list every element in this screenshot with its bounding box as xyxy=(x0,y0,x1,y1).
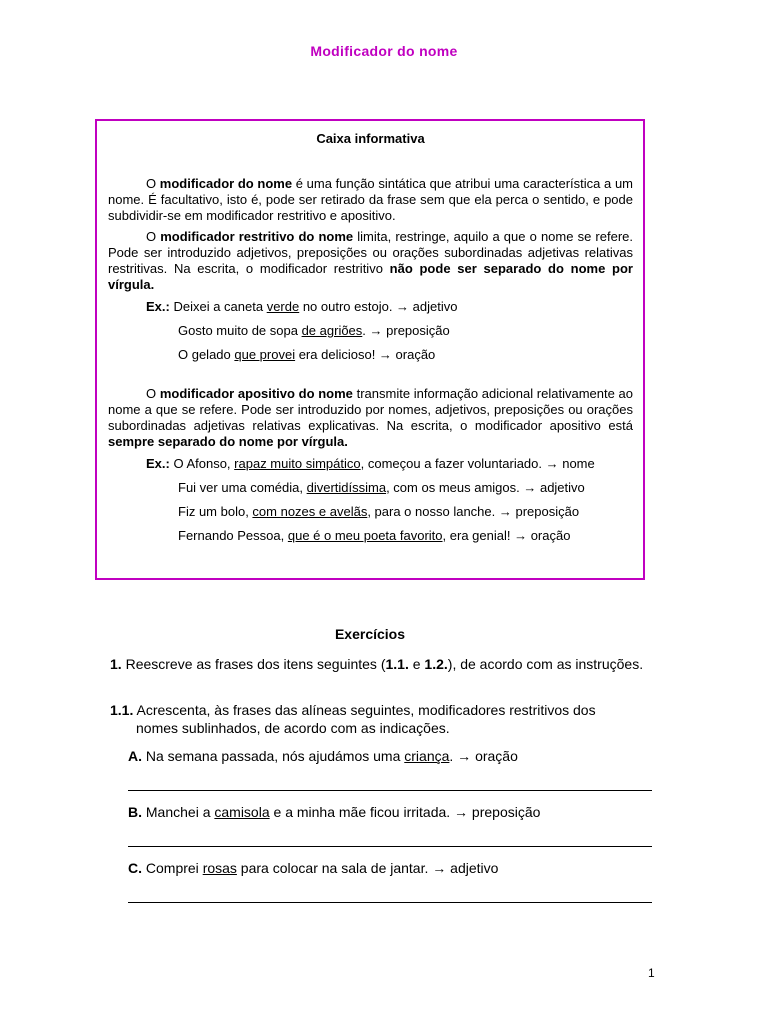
info-paragraph-3: O modificador apositivo do nome transmite informação adicional relativamente ao nome a que se refere. Pode ser introduzido por nomes, adjetivos, preposições ou orações subordinadas adjetivas relativas explicativas. Na escrita, o modificador apositivo está sempre separado do nome por vírgula. xyxy=(108,386,633,449)
question-1-1 xyxy=(110,701,658,737)
exercise-item-c: C. Comprei rosas para colocar na sala de jantar. → adjetivo xyxy=(128,860,499,876)
example-row: Gosto muito de sopa de agriões. → preposição xyxy=(178,323,450,338)
rule-restritivo: não pode ser separado do nome por vírgula. xyxy=(108,261,633,292)
exercises-heading: Exercícios xyxy=(334,626,406,642)
exercise-item-a: A. Na semana passada, nós ajudámos uma criança. → oração xyxy=(128,748,518,764)
answer-line-c[interactable] xyxy=(128,902,652,903)
document-title: Modificador do nome xyxy=(310,43,458,59)
answer-line-a[interactable] xyxy=(128,790,652,791)
examples-restritivo xyxy=(108,295,633,367)
question-1-1-line-1: 1.1. Acrescenta, às frases das alíneas seguintes, modificadores restritivos dos xyxy=(110,702,596,718)
question-1: 1. Reescreve as frases dos itens seguintes (1.1. e 1.2.), de acordo com as instruções. xyxy=(110,656,644,672)
term-modificador-apositivo: modificador apositivo do nome xyxy=(159,386,353,401)
example-row: Fui ver uma comédia, divertidíssima, com os meus amigos. → adjetivo xyxy=(178,480,585,495)
examples-apositivo xyxy=(108,452,633,548)
info-paragraph-1: O modificador do nome é uma função sintática que atribui uma característica a um nome. É facultativo, isto é, pode ser retirado da frase sem que ela perca o sentido, e pode subdividir-se em modificador restritivo e apositivo. xyxy=(108,176,634,223)
example-row: Fernando Pessoa, que é o meu poeta favorito, era genial! → oração xyxy=(178,528,571,543)
answer-line-b[interactable] xyxy=(128,846,652,847)
rule-apositivo: sempre separado do nome por vírgula. xyxy=(108,434,348,449)
example-row: Fiz um bolo, com nozes e avelãs, para o nosso lanche. → preposição xyxy=(178,504,580,519)
info-paragraph-2: O modificador restritivo do nome limita, restringe, aquilo a que o nome se refere. Pode ser introduzido adjetivos, preposições ou orações subordinadas adjetivas relativas restritivas. Na escrita, o modificador restritivo não pode ser separado do nome por vírgula. xyxy=(108,229,633,292)
question-1-1-line-2: nomes sublinhados, de acordo com as indicações. xyxy=(136,720,450,736)
exercise-item-b: B. Manchei a camisola e a minha mãe ficou irritada. → preposição xyxy=(128,804,541,820)
info-box xyxy=(95,119,645,580)
term-modificador-nome: modificador do nome xyxy=(159,176,293,191)
example-row: O gelado que provei era delicioso! → oração xyxy=(178,347,436,362)
page-number: 1 xyxy=(648,966,655,980)
term-modificador-restritivo: modificador restritivo do nome xyxy=(160,229,354,244)
info-box-heading: Caixa informativa xyxy=(316,131,425,146)
example-row: Ex.: O Afonso, rapaz muito simpático, começou a fazer voluntariado. → nome xyxy=(146,456,595,471)
example-row: Ex.: Deixei a caneta verde no outro estojo. → adjetivo xyxy=(146,299,458,314)
